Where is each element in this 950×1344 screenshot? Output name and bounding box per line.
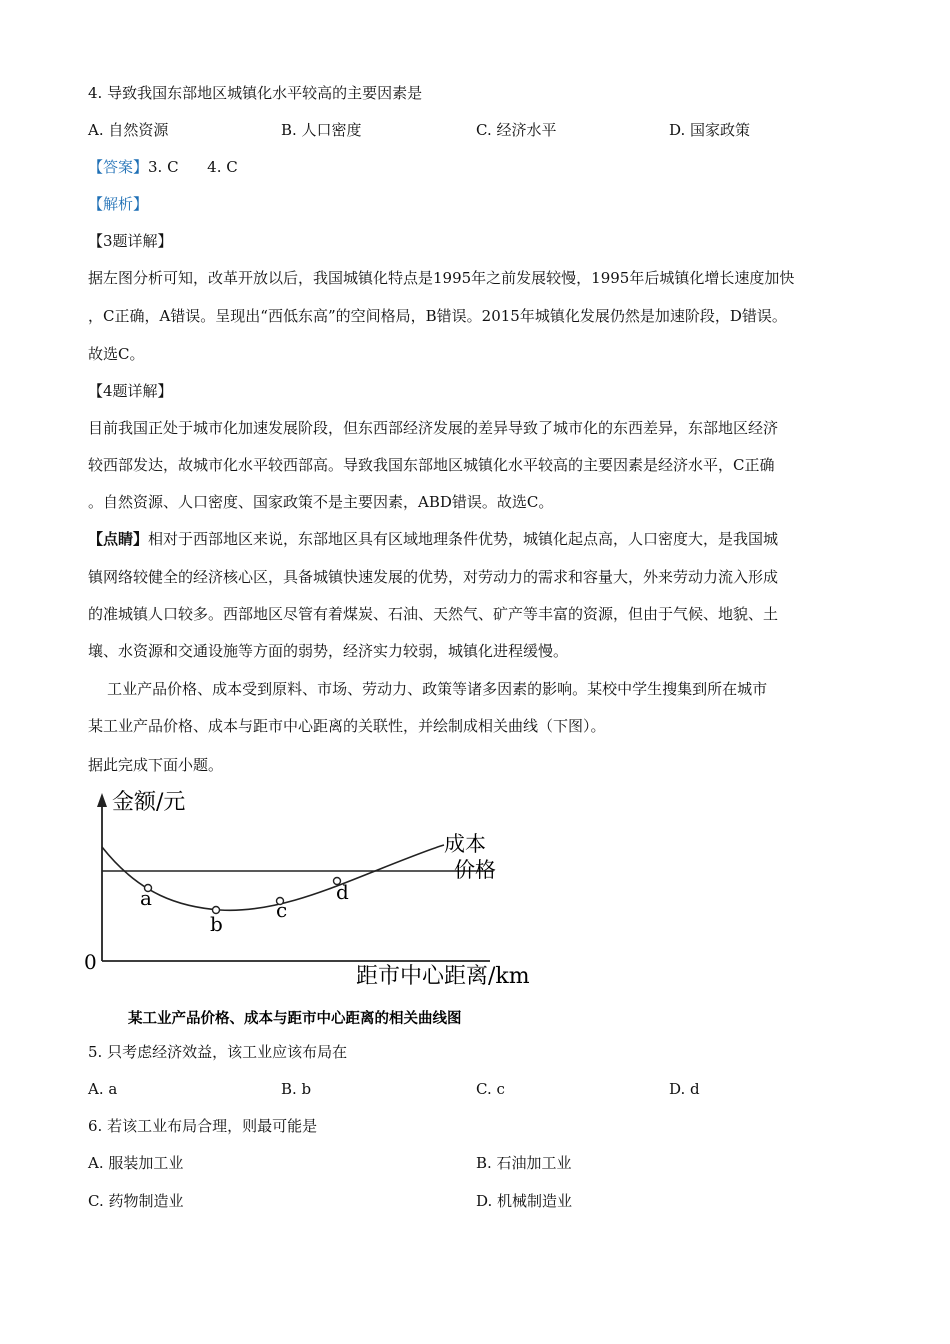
- answer-tag: 【答案】: [88, 158, 149, 176]
- q4-option-c: C. 经济水平: [476, 121, 557, 139]
- q4-detail-title: 【4题详解】: [88, 382, 173, 400]
- q3-detail-line-1: 据左图分析可知，改革开放以后，我国城镇化特点是1995年之前发展较慢，1995年后城镇化增长速度加快: [88, 269, 795, 287]
- q4-option-d: D. 国家政策: [669, 121, 751, 139]
- question-5-stem: 5. 只考虑经济效益，该工业应该布局在: [88, 1043, 348, 1061]
- point-b-label: b: [210, 912, 223, 936]
- question-6-stem: 6. 若该工业布局合理，则最可能是: [88, 1117, 318, 1135]
- intro-line-1: 工业产品价格、成本受到原料、市场、劳动力、政策等诸多因素的影响。某校中学生搜集到所在城市: [88, 680, 768, 698]
- point-a-label: a: [140, 886, 152, 910]
- point-c-label: c: [276, 898, 288, 922]
- answer-text: 3. C 4. C: [148, 158, 238, 176]
- q5-option-d: D. d: [669, 1080, 700, 1098]
- origin-label: 0: [84, 950, 97, 974]
- q3-detail-title: 【3题详解】: [88, 232, 173, 250]
- tip-tag: 【点睛】: [88, 530, 149, 548]
- q5-option-a: A. a: [88, 1080, 118, 1098]
- answer-line: [88, 157, 238, 177]
- intro-instruction: 据此完成下面小题。: [88, 756, 224, 774]
- tip-text-1: 相对于西部地区来说，东部地区具有区域地理条件优势，城镇化起点高，人口密度大，是我国城: [148, 530, 779, 548]
- tip-line-2: 镇网络较健全的经济核心区，具备城镇快速发展的优势，对劳动力的需求和容量大，外来劳动力流入形成: [88, 568, 779, 586]
- q4-option-b: B. 人口密度: [281, 121, 362, 139]
- price-label: 价格: [454, 858, 496, 882]
- q4-detail-line-3: 。自然资源、人口密度、国家政策不是主要因素，ABD错误。故选C。: [88, 493, 554, 511]
- cost-curve: [102, 845, 444, 910]
- y-axis-label: 金额/元: [112, 790, 186, 815]
- q6-option-a: A. 服装加工业: [88, 1154, 184, 1172]
- cost-price-chart: [80, 785, 550, 1035]
- question-4-stem: 4. 导致我国东部地区城镇化水平较高的主要因素是: [88, 84, 423, 102]
- q4-detail-line-2: 较西部发达，故城市化水平较西部高。导致我国东部地区城镇化水平较高的主要因素是经济水平，C正确: [88, 456, 775, 474]
- analysis-tag: 【解析】: [88, 195, 149, 213]
- point-d-label: d: [336, 880, 349, 904]
- q6-option-b: B. 石油加工业: [476, 1154, 572, 1172]
- tip-line-1: [88, 529, 778, 549]
- cost-label: 成本: [444, 832, 486, 856]
- q5-option-c: C. c: [476, 1080, 505, 1098]
- q6-option-d: D. 机械制造业: [476, 1192, 573, 1210]
- q4-option-a: A. 自然资源: [88, 121, 169, 139]
- q5-option-b: B. b: [281, 1080, 312, 1098]
- tip-line-3: 的准城镇人口较多。西部地区尽管有着煤炭、石油、天然气、矿产等丰富的资源，但由于气候、地貌、土: [88, 605, 779, 623]
- intro-line-2: 某工业产品价格、成本与距市中心距离的关联性，并绘制成相关曲线（下图）。: [88, 717, 606, 735]
- q4-detail-line-1: 目前我国正处于城市化加速发展阶段，但东西部经济发展的差异导致了城市化的东西差异，东部地区经济: [88, 419, 779, 437]
- q6-option-c: C. 药物制造业: [88, 1192, 184, 1210]
- tip-line-4: 壤、水资源和交通设施等方面的弱势，经济实力较弱，城镇化进程缓慢。: [88, 642, 569, 660]
- q3-detail-line-3: 故选C。: [88, 345, 145, 363]
- q3-detail-line-2: ，C正确，A错误。呈现出“西低东高”的空间格局，B错误。2015年城镇化发展仍然是加速阶段，D错误。: [88, 307, 787, 325]
- y-axis-arrow: [97, 793, 107, 807]
- chart-caption: 某工业产品价格、成本与距市中心距离的相关曲线图: [128, 1010, 462, 1027]
- x-axis-label: 距市中心距离/km: [356, 964, 530, 989]
